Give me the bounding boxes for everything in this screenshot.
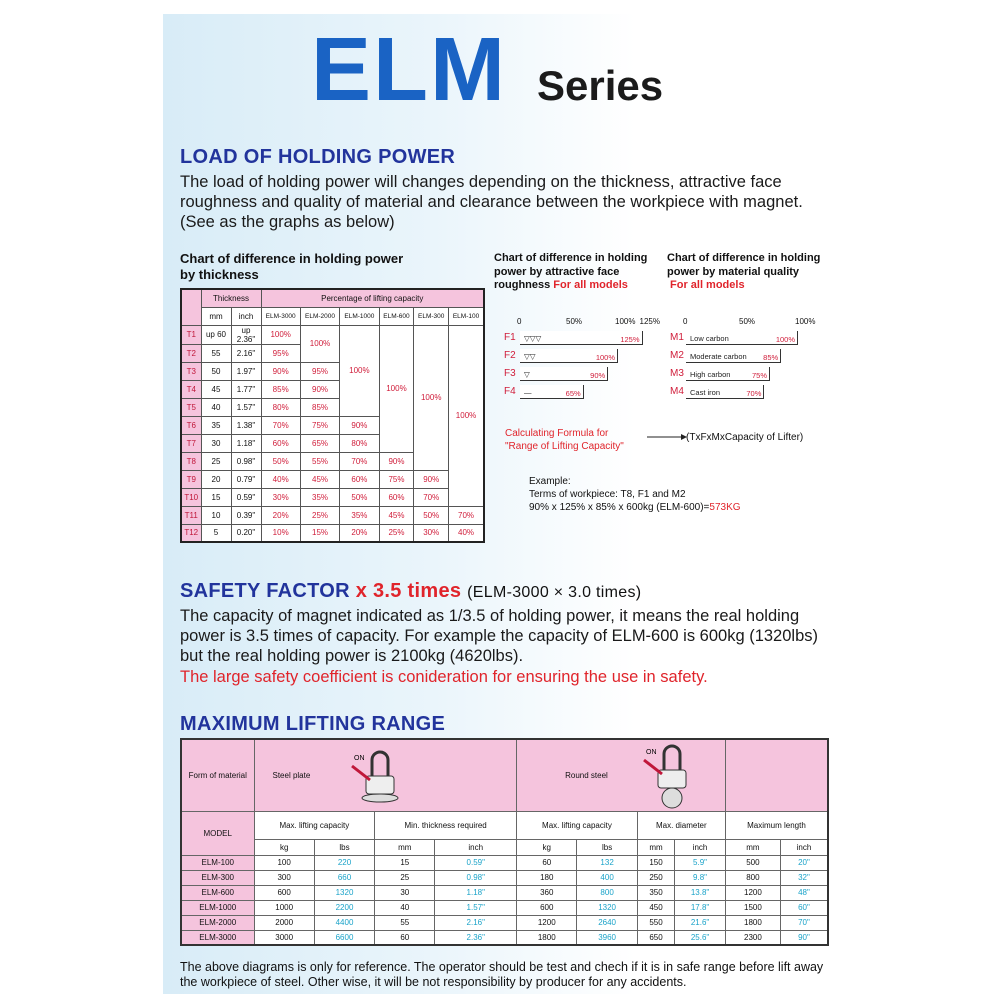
thk-cell: 75% xyxy=(300,416,339,434)
lift-value: 1500 xyxy=(725,900,780,915)
lift-value: 550 xyxy=(637,915,674,930)
thk-row-id: T7 xyxy=(181,434,201,452)
thk-row-id: T1 xyxy=(181,325,201,344)
axis-tick-label: 50% xyxy=(739,317,756,326)
thk-inch: 0.59" xyxy=(231,488,261,506)
thk-cell: 90% xyxy=(414,470,449,488)
unit-head: kg xyxy=(254,839,314,855)
thk-mm: 50 xyxy=(201,362,231,380)
lift-value: 55 xyxy=(375,915,435,930)
unit-head: lbs xyxy=(577,839,637,855)
lift-value: 15 xyxy=(375,855,435,870)
thk-cell: 50% xyxy=(340,488,379,506)
thk-row xyxy=(181,488,484,506)
arrow-icon xyxy=(647,432,687,442)
lift-value: 0.59" xyxy=(435,855,517,870)
lift-value: 17.8" xyxy=(675,900,726,915)
lift-value: 6600 xyxy=(314,930,374,945)
thk-mm: 30 xyxy=(201,434,231,452)
formula-label: Calculating Formula for "Range of Lifting Capacity" xyxy=(505,428,624,452)
lift-value: 1.18" xyxy=(435,885,517,900)
chart-bar xyxy=(686,385,764,399)
lift-value: 2.36" xyxy=(435,930,517,945)
thk-cell: 70% xyxy=(340,452,379,470)
thk-cell: 70% xyxy=(261,416,300,434)
bar-id-label: F1 xyxy=(504,332,516,343)
lift-value: 3000 xyxy=(254,930,314,945)
lift-value: 3960 xyxy=(577,930,637,945)
lift-value: 800 xyxy=(577,885,637,900)
thk-row-id: T5 xyxy=(181,398,201,416)
material-name: Cast iron xyxy=(690,388,721,397)
model-name: ELM-1000 xyxy=(181,900,254,915)
thk-row-id: T10 xyxy=(181,488,201,506)
lift-value: 60 xyxy=(375,930,435,945)
thk-cell: 30% xyxy=(414,524,449,542)
thk-inch: 1.57" xyxy=(231,398,261,416)
thk-cell: 40% xyxy=(449,524,484,542)
roughness-symbol: ▽▽ xyxy=(524,352,536,361)
thk-inch: 0.79" xyxy=(231,470,261,488)
bar-value-label: 75% xyxy=(751,371,767,380)
axis-tick-label: 125% xyxy=(639,317,660,326)
lift-value: 21.6" xyxy=(675,915,726,930)
safety-warning: The large safety coefficient is conideration for ensuring the use in safety. xyxy=(180,668,708,686)
thk-cell: 70% xyxy=(414,488,449,506)
thk-model-head: ELM-3000 xyxy=(261,307,300,325)
max-diam-head: Max. diameter xyxy=(637,811,725,839)
roughness-symbol: ▽ xyxy=(524,370,530,379)
lift-value: 13.8" xyxy=(675,885,726,900)
lift-row xyxy=(181,900,828,915)
thk-cell: 90% xyxy=(300,380,339,398)
lift-row xyxy=(181,855,828,870)
model-name: ELM-300 xyxy=(181,870,254,885)
axis-tick-label: 0 xyxy=(517,317,522,326)
min-thick-head: Min. thickness required xyxy=(375,811,517,839)
thk-merged-cell: 100% xyxy=(379,325,414,452)
thk-cell: 35% xyxy=(300,488,339,506)
thk-cell: 85% xyxy=(300,398,339,416)
on-label: ON xyxy=(353,755,364,762)
thk-mm: up 60 xyxy=(201,325,231,344)
chart-bar xyxy=(686,367,770,381)
lift-row xyxy=(181,870,828,885)
thickness-caption: Chart of difference in holding power by thickness xyxy=(180,251,404,282)
thk-row-id: T11 xyxy=(181,506,201,524)
thk-cell: 55% xyxy=(300,452,339,470)
steel-plate-cell: Steel plate ON xyxy=(254,739,517,811)
axis-tick-label: 50% xyxy=(566,317,583,326)
footer-note: The above diagrams is only for reference. The operator should be test and chech if it is in safe range before lift away the workpiece of steel. Other wise, it will be not responsibility by producer for any accidents. xyxy=(180,960,824,989)
safety-heading: SAFETY FACTOR x 3.5 times (ELM-3000 × 3.0 times) xyxy=(180,580,642,602)
lift-value: 2640 xyxy=(577,915,637,930)
thk-head-percentage: Percentage of lifting capacity xyxy=(261,289,484,307)
thk-merged-cell: 100% xyxy=(449,325,484,506)
max-lift-head: Max. lifting capacity xyxy=(254,811,375,839)
thk-cell: 90% xyxy=(261,362,300,380)
bar-id-label: F3 xyxy=(504,368,516,379)
round-steel-cell: Round steel ON xyxy=(517,739,726,811)
thk-merged-cell: 100% xyxy=(340,325,379,416)
thk-cell: 95% xyxy=(300,362,339,380)
thk-cell: 100% xyxy=(261,325,300,344)
thk-cell: 65% xyxy=(300,434,339,452)
thk-row-id: T3 xyxy=(181,362,201,380)
title-series: Series xyxy=(536,62,664,109)
bar-value-label: 85% xyxy=(763,353,779,362)
lift-row xyxy=(181,885,828,900)
thk-cell: 90% xyxy=(379,452,414,470)
thk-cell: 80% xyxy=(340,434,379,452)
bar-value-label: 100% xyxy=(775,335,795,344)
bar-value-label: 100% xyxy=(595,353,615,362)
thk-cell: 25% xyxy=(300,506,339,524)
lift-value: 350 xyxy=(637,885,674,900)
thk-head-thickness: Thickness xyxy=(201,289,261,307)
spec-sheet xyxy=(163,14,838,994)
unit-head: inch xyxy=(675,839,726,855)
empty-header-cell xyxy=(725,739,828,811)
lifting-range-table xyxy=(180,738,829,946)
lift-value: 132 xyxy=(577,855,637,870)
material-caption: Chart of difference in holding power by material quality For all models xyxy=(667,252,821,291)
lift-value: 1000 xyxy=(254,900,314,915)
thk-cell: 45% xyxy=(379,506,414,524)
thk-row xyxy=(181,524,484,542)
thk-corner xyxy=(181,289,201,325)
material-name: Moderate carbon xyxy=(690,352,747,361)
thk-model-head: ELM-1000 xyxy=(340,307,379,325)
thk-cell: 25% xyxy=(379,524,414,542)
thk-cell: 20% xyxy=(340,524,379,542)
thk-cell: 90% xyxy=(340,416,379,434)
model-name: ELM-2000 xyxy=(181,915,254,930)
thk-cell: 45% xyxy=(300,470,339,488)
thk-row-id: T2 xyxy=(181,344,201,362)
lift-value: 1200 xyxy=(725,885,780,900)
lift-value: 2200 xyxy=(314,900,374,915)
thk-mm: 45 xyxy=(201,380,231,398)
bar-id-label: M4 xyxy=(670,386,684,397)
steel-plate-magnet-icon xyxy=(350,746,410,806)
chart-bar xyxy=(520,367,608,381)
lift-value: 100 xyxy=(254,855,314,870)
thk-inch: 0.98" xyxy=(231,452,261,470)
thk-mm: 40 xyxy=(201,398,231,416)
bar-id-label: M1 xyxy=(670,332,684,343)
lift-value: 2000 xyxy=(254,915,314,930)
bar-id-label: M2 xyxy=(670,350,684,361)
lift-value: 25.6" xyxy=(675,930,726,945)
lift-row xyxy=(181,915,828,930)
axis-tick-label: 100% xyxy=(615,317,636,326)
roughness-caption: Chart of difference in holding power by attractive face roughness For all models xyxy=(494,252,648,291)
chart-bar xyxy=(520,349,618,363)
bar-value-label: 90% xyxy=(590,371,606,380)
unit-head: inch xyxy=(435,839,517,855)
thk-row-id: T8 xyxy=(181,452,201,470)
chart-bar xyxy=(520,385,584,399)
thk-cell: 50% xyxy=(414,506,449,524)
thk-cell: 50% xyxy=(261,452,300,470)
title-elm: ELM xyxy=(311,20,507,120)
holding-heading: LOAD OF HOLDING POWER xyxy=(180,146,456,168)
thk-inch: 1.38" xyxy=(231,416,261,434)
chart-bar xyxy=(520,331,643,345)
lift-value: 70" xyxy=(780,915,828,930)
lift-value: 1.57" xyxy=(435,900,517,915)
thk-inch: 0.39" xyxy=(231,506,261,524)
lifting-heading: MAXIMUM LIFTING RANGE xyxy=(180,713,446,735)
thk-inch: up 2.36" xyxy=(231,325,261,344)
thk-row-id: T4 xyxy=(181,380,201,398)
roughness-symbol: — xyxy=(524,388,532,397)
lift-value: 1320 xyxy=(577,900,637,915)
formula-example: Example: Terms of workpiece: T8, F1 and M2 90% x 125% x 85% x 600kg (ELM-600)=573KG xyxy=(529,476,741,513)
thk-model-head: ELM-300 xyxy=(414,307,449,325)
unit-head: mm xyxy=(375,839,435,855)
thk-inch: 1.77" xyxy=(231,380,261,398)
thk-row xyxy=(181,470,484,488)
lift-value: 48" xyxy=(780,885,828,900)
thk-cell: 10% xyxy=(261,524,300,542)
lift-value: 32" xyxy=(780,870,828,885)
holding-body: The load of holding power will changes depending on the thickness, attractive face roughness and quality of material and clearance between the workpiece with magnet. (See as the graphs as below) xyxy=(180,173,803,231)
bar-value-label: 70% xyxy=(746,389,762,398)
chart-bar xyxy=(686,349,781,363)
axis-tick-label: 0 xyxy=(683,317,688,326)
thk-model-head: ELM-600 xyxy=(379,307,414,325)
thk-inch: 0.20" xyxy=(231,524,261,542)
thk-merged-cell: 100% xyxy=(414,325,449,470)
lift-value: 1800 xyxy=(725,915,780,930)
lift-value: 1800 xyxy=(517,930,577,945)
unit-head: lbs xyxy=(314,839,374,855)
thk-cell: 15% xyxy=(300,524,339,542)
round-steel-magnet-icon xyxy=(642,742,702,810)
thk-cell: 60% xyxy=(261,434,300,452)
thk-mm: 25 xyxy=(201,452,231,470)
thk-merged-cell: 100% xyxy=(300,325,339,362)
thk-row-id: T12 xyxy=(181,524,201,542)
lift-value: 400 xyxy=(577,870,637,885)
thk-cell: 80% xyxy=(261,398,300,416)
thk-cell: 85% xyxy=(261,380,300,398)
thk-inch: 2.16" xyxy=(231,344,261,362)
model-name: ELM-600 xyxy=(181,885,254,900)
lift-value: 1200 xyxy=(517,915,577,930)
lift-value: 150 xyxy=(637,855,674,870)
lift-value: 800 xyxy=(725,870,780,885)
thk-inch: 1.97" xyxy=(231,362,261,380)
thk-unit-mm: mm xyxy=(201,307,231,325)
thk-mm: 10 xyxy=(201,506,231,524)
thk-row xyxy=(181,325,484,344)
thickness-table xyxy=(180,288,485,543)
thk-cell: 20% xyxy=(261,506,300,524)
on-label: ON xyxy=(646,749,657,756)
thk-row xyxy=(181,506,484,524)
model-label: MODEL xyxy=(181,811,254,855)
lift-value: 25 xyxy=(375,870,435,885)
lift-value: 650 xyxy=(637,930,674,945)
lift-value: 5.9" xyxy=(675,855,726,870)
thk-cell: 70% xyxy=(449,506,484,524)
safety-body: The capacity of magnet indicated as 1/3.5 of holding power, it means the real holding power is 3.5 times of capacity. For example the capacity of ELM-600 is 600kg (1320lbs) but the real holding power is 2100kg (4620lbs). xyxy=(180,607,818,665)
lift-value: 300 xyxy=(254,870,314,885)
bar-value-label: 125% xyxy=(620,335,640,344)
thk-row-id: T9 xyxy=(181,470,201,488)
thk-cell: 95% xyxy=(261,344,300,362)
lift-row xyxy=(181,930,828,945)
lift-value: 90" xyxy=(780,930,828,945)
unit-head: mm xyxy=(637,839,674,855)
lift-value: 60" xyxy=(780,900,828,915)
lift-value: 250 xyxy=(637,870,674,885)
bar-id-label: M3 xyxy=(670,368,684,379)
thk-row-id: T6 xyxy=(181,416,201,434)
lift-value: 220 xyxy=(314,855,374,870)
thk-unit-inch: inch xyxy=(231,307,261,325)
lift-value: 0.98" xyxy=(435,870,517,885)
lift-value: 450 xyxy=(637,900,674,915)
lift-value: 600 xyxy=(254,885,314,900)
lift-value: 360 xyxy=(517,885,577,900)
bar-value-label: 65% xyxy=(565,389,581,398)
unit-head: kg xyxy=(517,839,577,855)
thk-model-head: ELM-100 xyxy=(449,307,484,325)
lift-value: 180 xyxy=(517,870,577,885)
thk-model-head: ELM-2000 xyxy=(300,307,339,325)
thk-cell: 60% xyxy=(340,470,379,488)
thk-mm: 15 xyxy=(201,488,231,506)
lift-value: 1320 xyxy=(314,885,374,900)
form-label: Form of material xyxy=(181,739,254,811)
chart-bar xyxy=(686,331,798,345)
thk-inch: 1.18" xyxy=(231,434,261,452)
axis-tick-label: 100% xyxy=(795,317,816,326)
lift-value: 30 xyxy=(375,885,435,900)
lift-value: 600 xyxy=(517,900,577,915)
model-name: ELM-3000 xyxy=(181,930,254,945)
max-length-head: Maximum length xyxy=(725,811,828,839)
lift-value: 40 xyxy=(375,900,435,915)
lift-value: 660 xyxy=(314,870,374,885)
bar-id-label: F4 xyxy=(504,386,516,397)
material-name: Low carbon xyxy=(690,334,729,343)
thk-cell: 40% xyxy=(261,470,300,488)
formula-expression: (TxFxMxCapacity of Lifter) xyxy=(686,432,804,443)
lift-value: 4400 xyxy=(314,915,374,930)
thk-mm: 5 xyxy=(201,524,231,542)
unit-head: inch xyxy=(780,839,828,855)
thk-cell: 60% xyxy=(379,488,414,506)
page-title xyxy=(311,20,663,120)
thk-cell: 35% xyxy=(340,506,379,524)
thk-cell: 75% xyxy=(379,470,414,488)
lift-value: 20" xyxy=(780,855,828,870)
lift-value: 500 xyxy=(725,855,780,870)
thk-mm: 20 xyxy=(201,470,231,488)
lift-value: 9.8" xyxy=(675,870,726,885)
unit-head: mm xyxy=(725,839,780,855)
thk-mm: 55 xyxy=(201,344,231,362)
thk-mm: 35 xyxy=(201,416,231,434)
roughness-symbol: ▽▽▽ xyxy=(524,334,542,343)
material-name: High carbon xyxy=(690,370,731,379)
bar-id-label: F2 xyxy=(504,350,516,361)
lift-value: 2.16" xyxy=(435,915,517,930)
thk-cell: 30% xyxy=(261,488,300,506)
max-lift-round-head: Max. lifting capacity xyxy=(517,811,638,839)
lift-value: 60 xyxy=(517,855,577,870)
lift-value: 2300 xyxy=(725,930,780,945)
model-name: ELM-100 xyxy=(181,855,254,870)
